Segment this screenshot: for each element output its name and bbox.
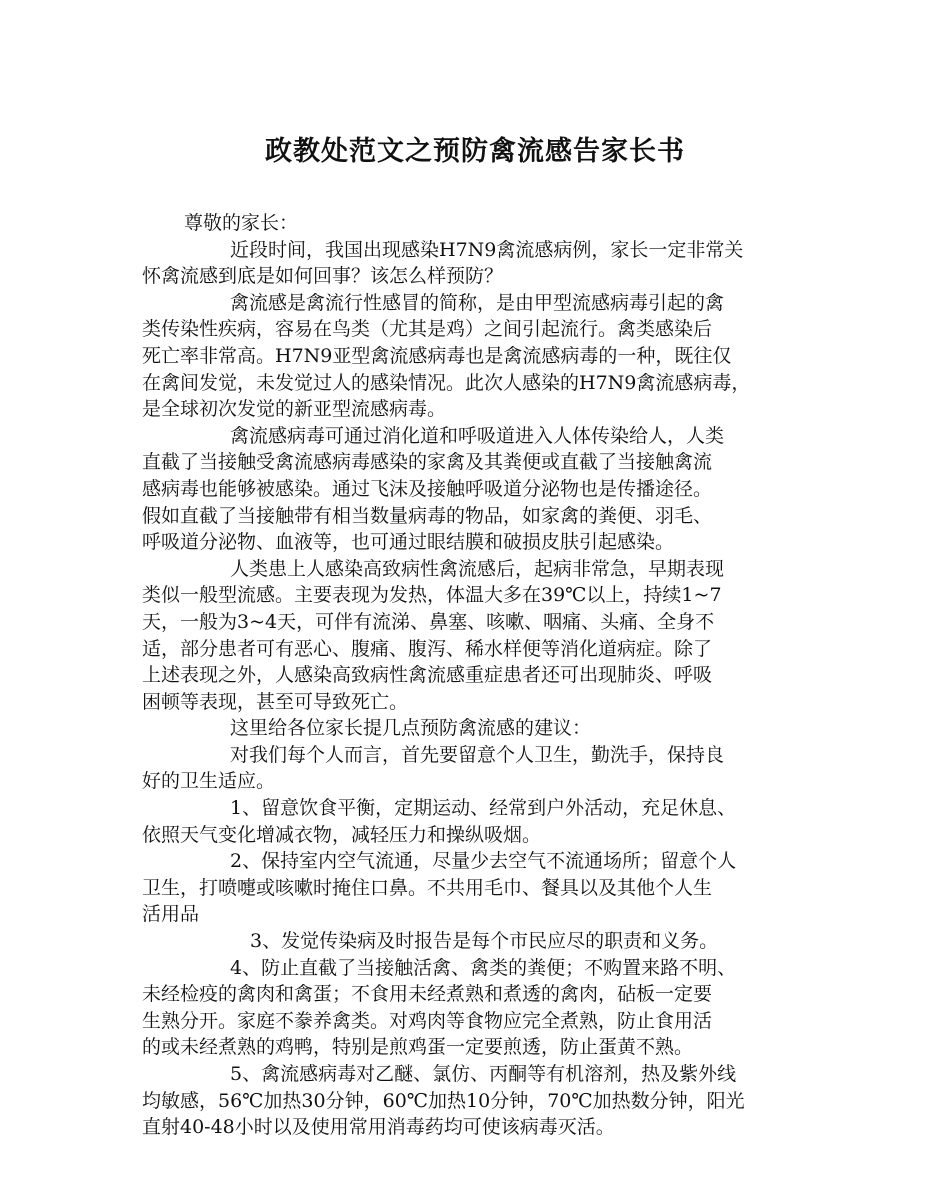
list-item-line: 均敏感，56℃加热30分钟，60℃加热10分钟，70℃加热数分钟，阳光 <box>142 1089 745 1112</box>
list-item-line: 的或未经煮熟的鸡鸭，特别是煎鸡蛋一定要煎透，防止蛋黄不熟。 <box>142 1036 694 1059</box>
list-item-line: 生熟分开。家庭不豢养禽类。对鸡肉等食物应完全煮熟，防止食用活 <box>142 1009 713 1032</box>
document-body <box>142 210 832 1141</box>
paragraph-line: 假如直截了当接触带有相当数量病毒的物品，如家禽的粪便、羽毛、 <box>142 504 713 527</box>
paragraph-line: 近段时间，我国出现感染H7N9禽流感病例，家长一定非常关 <box>230 238 744 261</box>
list-item-line: 3、发觉传染病及时报告是每个市民应尽的职责和义务。 <box>250 930 719 953</box>
paragraph-line: 人类患上人感染高致病性禽流感后，起病非常急，早期表现 <box>230 557 725 580</box>
salutation: 尊敬的家长： <box>184 212 299 234</box>
list-item-line: 卫生，打喷嚏或咳嗽时掩住口鼻。不共用毛巾、餐具以及其他个人生 <box>142 876 713 899</box>
paragraph-line: 呼吸道分泌物、血液等，也可通过眼结膜和破损皮肤引起感染。 <box>142 531 675 554</box>
paragraph-line: 类传染性疾病，容易在鸟类（尤其是鸡）之间引起流行。禽类感染后 <box>142 318 713 341</box>
paragraph-line: 禽流感病毒可通过消化道和呼吸道进入人体传染给人，人类 <box>230 424 725 447</box>
paragraph-line: 这里给各位家长提几点预防禽流感的建议： <box>230 717 592 740</box>
paragraph-line: 上述表现之外，人感染高致病性禽流感重症患者还可出现肺炎、呼吸 <box>142 664 713 687</box>
list-item-line: 4、防止直截了当接触活禽、禽类的粪便；不购置来路不明、 <box>230 956 737 979</box>
paragraph-line: 感病毒也能够被感染。通过飞沫及接触呼吸道分泌物也是传播途径。 <box>142 477 713 500</box>
paragraph-line: 好的卫生适应。 <box>142 770 276 793</box>
paragraph-line: 怀禽流感到底是如何回事？该怎么样预防？ <box>142 265 504 288</box>
paragraph-line: 对我们每个人而言，首先要留意个人卫生，勤洗手，保持良 <box>230 743 725 766</box>
list-item-line: 5、禽流感病毒对乙醚、氯仿、丙酮等有机溶剂，热及紫外线 <box>230 1063 737 1085</box>
list-item-line: 活用品 <box>142 903 200 926</box>
paragraph-line: 禽流感是禽流行性感冒的简称，是由甲型流感病毒引起的禽 <box>230 291 725 314</box>
list-item-line: 1、留意饮食平衡，定期运动、经常到户外活动，充足休息、 <box>230 797 737 820</box>
paragraph-line: 类似一般型流感。主要表现为发热，体温大多在39℃以上，持续1~7 <box>142 584 722 607</box>
document-title: 政教处范文之预防禽流感告家长书 <box>265 136 685 167</box>
list-item-line: 直射40-48小时以及使用常用消毒药均可使该病毒灭活。 <box>142 1116 615 1139</box>
paragraph-line: 直截了当接触受禽流感病毒感染的家禽及其粪便或直截了当接触禽流 <box>142 451 713 474</box>
paragraph-line: 是全球初次发觉的新亚型流感病毒。 <box>142 398 447 421</box>
paragraph-line: 天，一般为3~4天，可伴有流涕、鼻塞、咳嗽、咽痛、头痛、全身不 <box>142 610 715 633</box>
list-item-line: 未经检疫的禽肉和禽蛋；不食用未经煮熟和煮透的禽肉，砧板一定要 <box>142 983 713 1006</box>
paragraph-line: 死亡率非常高。H7N9亚型禽流感病毒也是禽流感病毒的一种，既往仅 <box>142 344 732 367</box>
paragraph-line: 在禽间发觉，未发觉过人的感染情况。此次人感染的H7N9禽流感病毒， <box>142 371 751 394</box>
paragraph-line: 困顿等表现，甚至可导致死亡。 <box>142 690 409 713</box>
list-item-line: 依照天气变化增减衣物，减轻压力和操纵吸烟。 <box>142 823 542 846</box>
list-item-line: 2、保持室内空气流通，尽量少去空气不流通场所；留意个人 <box>230 850 737 873</box>
paragraph-line: 适，部分患者可有恶心、腹痛、腹泻、稀水样便等消化道病症。除了 <box>142 637 713 660</box>
